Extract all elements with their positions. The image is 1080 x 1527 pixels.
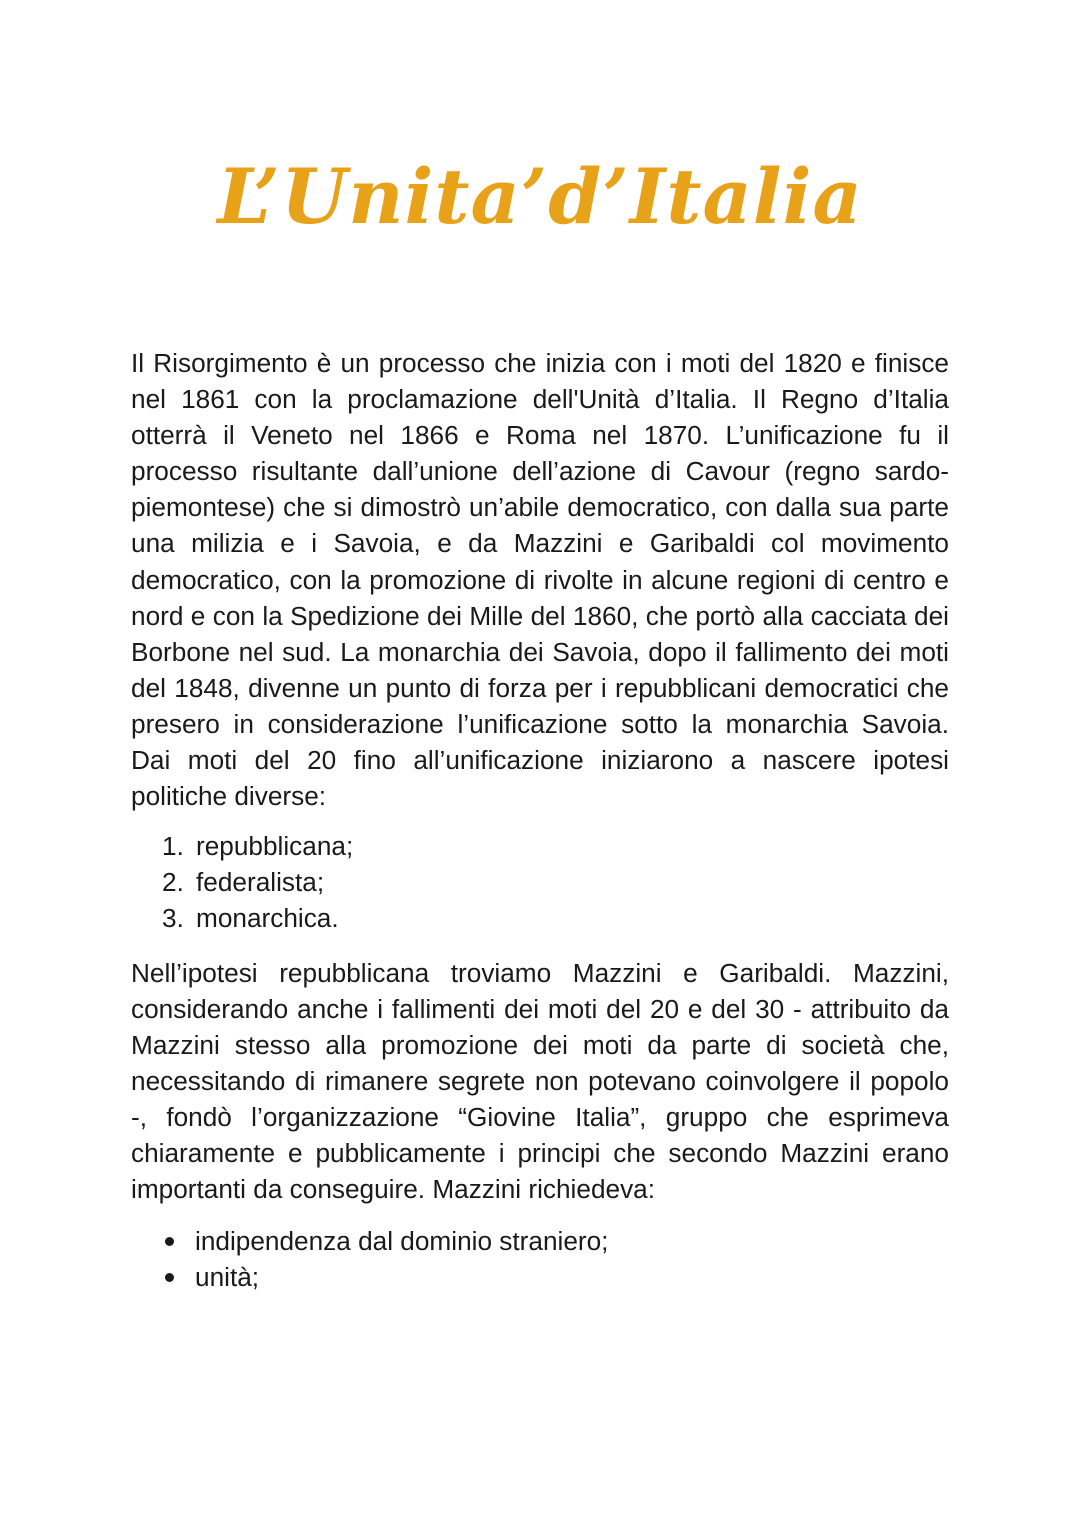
list-item-number: 3. (162, 903, 184, 934)
list-item (162, 864, 949, 900)
list-item (162, 828, 949, 864)
mazzini-paragraph: Nell’ipotesi repubblicana troviamo Mazzini e Garibaldi. Mazzini, considerando anche i fallimenti dei moti del 20 e del 30 - attribuito da Mazzini stesso alla promozione dei moti da parte di società che, necessitando di rimanere segrete non potevano coinvolgere il popolo -, fondò l’organizzazione “Giovine Italia”, gruppo che esprimeva chiaramente e pubblicamente i principi che secondo Mazzini erano importanti da conseguire. Mazzini richiedeva: (131, 957, 949, 1205)
list-item-number: 1. (162, 831, 184, 862)
list-item-text: unità; (195, 1262, 260, 1293)
list-item (165, 1223, 949, 1259)
list-item-text: repubblicana; (196, 831, 354, 862)
list-item-text: monarchica. (196, 903, 339, 934)
intro-paragraph: Il Risorgimento è un processo che inizia con i moti del 1820 e finisce nel 1861 con la proclamazione dell'Unità d’Italia. Il Regno d’Italia otterrà il Veneto nel 1866 e Roma nel 1870. L’unificazione fu il processo risultante dall’unione dell’azione di Cavour (regno sardo-piemontese) che si dimostrò un’abile democratico, con dalla sua parte una milizia e i Savoia, e da Mazzini e Garibaldi col movimento democratico, con la promozione di rivolte in alcune regioni di centro e nord e con la Spedizione dei Mille del 1860, che portò alla cacciata dei Borbone nel sud. La monarchia dei Savoia, dopo il fallimento dei moti del 1848, divenne un punto di forza per i repubblicani democratici che presero in considerazione l’unificazione sotto la monarchia Savoia. Dai moti del 20 fino all’unificazione iniziarono a nascere ipotesi politiche diverse: (131, 348, 949, 812)
requests-list (131, 1223, 949, 1295)
list-item-text: federalista; (196, 867, 325, 898)
bullet-icon (165, 1273, 174, 1282)
list-item (162, 900, 949, 936)
bullet-icon (165, 1237, 174, 1246)
list-item-text: indipendenza dal dominio straniero; (195, 1226, 609, 1257)
list-item (165, 1259, 949, 1295)
hypotheses-list (131, 828, 949, 936)
document-body (131, 345, 949, 1295)
page-title: L’Unita’d’Italia (217, 152, 863, 241)
list-item-number: 2. (162, 867, 184, 898)
